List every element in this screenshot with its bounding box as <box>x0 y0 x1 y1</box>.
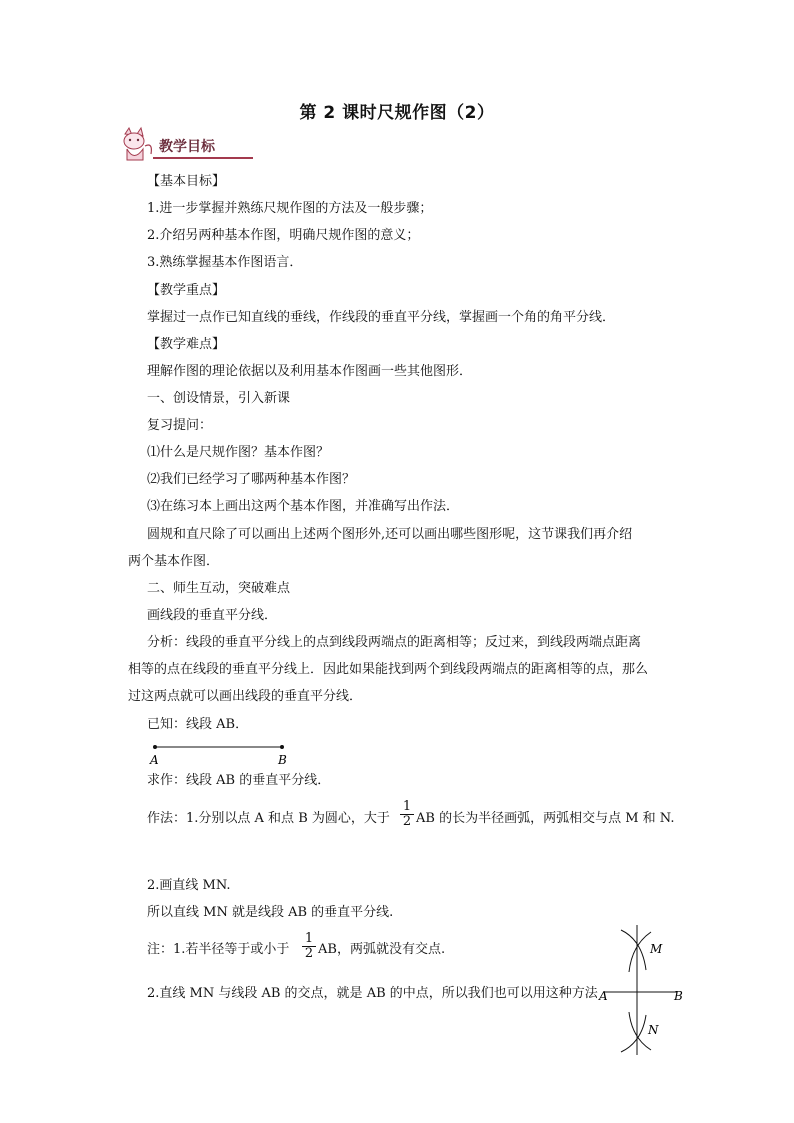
fraction-denominator: 2 <box>302 946 316 961</box>
text-line: 复习提问： <box>147 418 213 433</box>
text-line: ⑵我们已经学习了哪两种基本作图？ <box>147 472 356 487</box>
point-b-label: B <box>674 989 683 1003</box>
text-line: 一、创设情景，引入新课 <box>147 391 291 406</box>
text-line: 分析：线段的垂直平分线上的点到线段两端点的距离相等；反过来，到线段两端点距离 <box>147 635 642 650</box>
fraction-numerator: 1 <box>304 931 314 946</box>
text-line: 求作：线段 AB 的垂直平分线． <box>147 773 331 788</box>
text-line: 【教学难点】 <box>147 337 226 352</box>
cat-mascot-icon <box>117 124 157 164</box>
fraction-half <box>302 932 316 961</box>
perpendicular-bisector-figure <box>596 920 696 1060</box>
text-line: 【基本目标】 <box>147 174 226 189</box>
point-m-label: M <box>650 942 663 956</box>
point-b-label: B <box>278 753 287 767</box>
text-line: 2.直线 MN 与线段 AB 的交点，就是 AB 的中点，所以我们也可以用这种方法 <box>147 986 598 1001</box>
text-line: 注：1.若半径等于或小于 <box>147 942 290 957</box>
text-line: 作法：1.分别以点 A 和点 B 为圆心，大于 <box>147 811 390 826</box>
text-line: 【教学重点】 <box>147 283 226 298</box>
section-badge <box>117 124 252 164</box>
page-title: 第 2 课时尺规作图（2） <box>299 103 495 123</box>
fraction-denominator: 2 <box>400 814 414 829</box>
fraction-half <box>400 800 414 829</box>
text-line: 过这两点就可以画出线段的垂直平分线． <box>128 689 363 704</box>
text-line: 所以直线 MN 就是线段 AB 的垂直平分线. <box>147 905 394 920</box>
text-line: 1.进一步掌握并熟练尺规作图的方法及一般步骤； <box>147 201 433 216</box>
point-a-label: A <box>150 753 159 767</box>
fraction-numerator: 1 <box>402 799 412 814</box>
segment-figure <box>145 738 305 768</box>
text-line: ⑶在练习本上画出这两个基本作图，并准确写出作法． <box>147 499 460 514</box>
point-a-label: A <box>599 989 608 1003</box>
text-line: 二、师生互动，突破难点 <box>147 581 291 596</box>
text-line: ⑴什么是尺规作图？基本作图？ <box>147 445 330 460</box>
section-badge-label: 教学目标 <box>159 139 215 155</box>
text-line: 2.画直线 MN. <box>147 878 231 893</box>
text-line: AB，两弧就没有交点. <box>318 942 446 957</box>
badge-underline <box>153 157 253 159</box>
text-line: 画线段的垂直平分线． <box>147 608 278 623</box>
text-line: 掌握过一点作已知直线的垂线，作线段的垂直平分线，掌握画一个角的角平分线． <box>147 310 616 325</box>
text-line: 理解作图的理论依据以及利用基本作图画一些其他图形． <box>147 364 473 379</box>
text-line: 2.介绍另两种基本作图，明确尺规作图的意义； <box>147 228 420 243</box>
text-line: 3.熟练掌握基本作图语言． <box>147 255 303 270</box>
text-line: 相等的点在线段的垂直平分线上．因此如果能找到两个到线段两端点的距离相等的点，那么 <box>128 662 649 677</box>
text-line: 两个基本作图． <box>128 554 220 569</box>
text-line: 已知：线段 AB． <box>147 717 249 732</box>
point-n-label: N <box>648 1023 659 1037</box>
text-line: 圆规和直尺除了可以画出上述两个图形外,还可以画出哪些图形呢，这节课我们再介绍 <box>147 527 633 542</box>
text-line: AB 的长为半径画弧，两弧相交与点 M 和 N. <box>416 811 675 826</box>
